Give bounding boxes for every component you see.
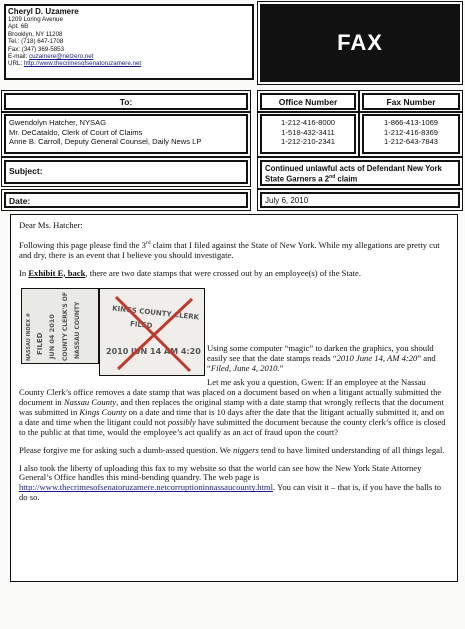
p3-end: ” — [279, 363, 284, 374]
p4-italic-1: Nassau County — [63, 397, 117, 408]
recipients-office-numbers — [260, 114, 356, 154]
recipient-fax-number: 1-212-416-8369 — [383, 127, 439, 137]
paragraph-6 — [19, 464, 449, 504]
recipient-name: Gwendolyn Hatcher, NYSAG — [9, 118, 107, 127]
exhibit-ref: Exhibit E, back — [28, 267, 86, 278]
office-header-label: Office Number — [278, 96, 338, 107]
sender-address-line: Brooklyn, NY 11208 — [8, 30, 63, 38]
subject-text-end: claim — [335, 174, 358, 184]
sender-address-line: Apt. 6B — [8, 23, 29, 31]
recipient-fax-number: 1-866-413-1069 — [383, 118, 439, 127]
sender-block — [4, 4, 254, 80]
nassau-stamp-image — [21, 288, 99, 364]
stamp1-line: COUNTY CLERK'S OF — [62, 292, 69, 361]
recipients-names — [4, 114, 248, 154]
stamp1-line: FILED — [36, 332, 44, 355]
recipient-fax-number: 1-212-643-7843 — [383, 137, 439, 147]
paragraph-2 — [19, 269, 449, 279]
p6-text-end: . You can visit it – that is, if you have the balls to do so. — [19, 482, 442, 503]
recipients-fax-numbers — [362, 114, 460, 154]
recipient-office-number: 1-518-432-3411 — [281, 127, 335, 137]
p2-text: In — [19, 267, 29, 278]
date-value — [260, 192, 460, 208]
office-number-header — [260, 93, 356, 110]
date-label-text: Date: — [9, 196, 31, 206]
url-link[interactable]: http://www.thecrimesofsenatoruzamere.net — [23, 60, 142, 68]
recipient-office-number: 1-212-210-2341 — [280, 137, 336, 147]
p1-text: Following this page please find the 3 — [19, 239, 146, 250]
date-value-text: July 6, 2010 — [265, 196, 309, 205]
subject-label — [4, 160, 248, 184]
stamp1-line: NASSAU INDEX # — [26, 313, 32, 361]
subject-label-text: Subject: — [9, 166, 43, 176]
to-header-label: To: — [119, 96, 133, 107]
p3-text: Using some computer “magic” to darken the graphics, you should easily see that the date stamps reads “ — [207, 343, 434, 364]
subject-text: Continued unlawful acts of Defendant New York State Garners a 2 — [265, 164, 442, 184]
stamp2-line-1: KINGS COUNTY CLERK — [111, 304, 200, 322]
letter-body — [10, 214, 458, 582]
sender-url-row — [8, 60, 250, 67]
greeting: Dear Ms. Hatcher: — [19, 220, 83, 230]
p2-text-end: , there are two date stamps that were crossed out by an employee(s) of the State. — [85, 267, 362, 278]
p4-text-2: , and then replaces the original stamp with a date stamp that wrongly reflects that the document was submitted in — [19, 397, 444, 417]
stamp1-line: JUN 04 2010 — [48, 314, 56, 359]
p5-italic: niggers — [233, 444, 259, 455]
p5-text: Please forgive me for asking such a dumb-assed question. We — [19, 444, 234, 455]
p4-italic-2: Kings County — [79, 406, 127, 417]
p1-text-end: claim that I filed against the State of New York. While my allegations are pretty cut and dry, there is an event that I believe you should investigate. — [19, 239, 440, 260]
p4-text-3: on a date and time that is 10 days after the date that the litigant actually submitted it, and on a date and time when the litigant could not — [19, 406, 445, 427]
cross-out-mark — [100, 289, 205, 376]
recipient-name: Anne B. Carroll, Deputy General Counsel, Daily News LP — [9, 137, 202, 147]
fax-banner — [260, 4, 460, 82]
fax-header-label: Fax Number — [386, 96, 436, 107]
p4-italic-3: possibly — [167, 416, 196, 427]
email-label: E-mail: — [8, 53, 28, 61]
stamp1-line: NASSAU COUNTY — [74, 301, 81, 359]
webpage-link[interactable]: http://www.thecrimesofsenatoruzamere.netcorruptioninnassaucounty.html — [19, 482, 273, 493]
paragraph-3 — [207, 344, 449, 374]
email-link[interactable]: cuzamere@netzero.net — [29, 53, 94, 61]
sender-email-row — [8, 53, 250, 60]
fax-number-header — [362, 93, 460, 110]
fax-title: FAX — [337, 30, 383, 55]
sender-fax: Fax: (347) 369-5853 — [8, 45, 65, 53]
date-label — [4, 192, 248, 208]
sender-name: Cheryl D. Uzamere — [8, 7, 79, 16]
p3-mid: ” and “ — [207, 353, 436, 374]
p1-sup: rd — [145, 239, 151, 246]
stamp2-line-2: FILED — [129, 319, 153, 331]
recipient-office-number: 1-212-416-8000 — [280, 118, 336, 127]
paragraph-5 — [19, 446, 449, 456]
p5-text-end: tend to have limited understanding of all things legal. — [258, 444, 445, 455]
url-label: URL: — [8, 60, 23, 68]
paragraph-4 — [19, 378, 449, 437]
paragraph-1 — [19, 239, 449, 261]
p3-quote-1: 2010 June 14, AM 4:20 — [336, 353, 418, 364]
p6-text: I also took the liberty of uploading this fax to my website so that the world can see how the New York State Attorney General’s Office handles this mind-bending quandry. The web page is — [19, 462, 422, 483]
p4-text-4: have submitted the document because the county clerk’s office is closed to the public at that time, would the employee’s act qualify as an act of fraud upon the court? — [19, 416, 446, 437]
p4-text: Let me ask you a question, Gwen: If an employee at the Nassau County Clerk’s office removes a date stamp that was placed on a document based on when a litigant actually submitted the document in — [19, 377, 442, 408]
subject-value — [260, 160, 460, 186]
stamp2-line-3: 2010 JUN 14 AM 4:20 — [106, 347, 201, 356]
sender-address-line: 1209 Loring Avenue — [8, 16, 63, 23]
subject-sup: nd — [329, 174, 336, 180]
kings-stamp-image — [99, 288, 205, 376]
sender-phone: Tel.: (718) 647-1708 — [8, 38, 64, 46]
recipient-name: Mr. DeCataldo, Clerk of Court of Claims — [9, 127, 143, 137]
p3-quote-2: Filed, June 4, 2010. — [210, 363, 280, 374]
to-header — [4, 93, 248, 110]
